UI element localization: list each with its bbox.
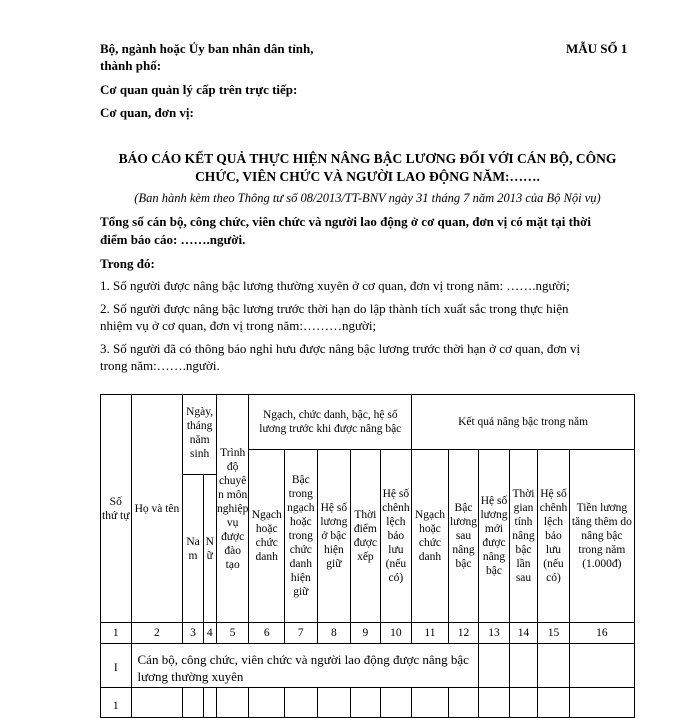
column-number: 3 <box>183 623 203 644</box>
header-result-reserve: Hệ số chênh lệch bảo lưu (nếu có) <box>538 450 570 623</box>
ministry-line-2: thành phố: <box>100 58 162 73</box>
total-staff-line-2: điểm báo cáo: …….người. <box>100 232 246 247</box>
column-number: 13 <box>479 623 510 644</box>
header-group-before: Ngạch, chức danh, bậc, hệ số lương trước khi được nâng bậc <box>249 395 412 450</box>
column-number: 16 <box>569 623 634 644</box>
item-2-line-2: nhiệm vụ ở cơ quan, đơn vị trong năm:………người; <box>100 318 377 333</box>
table-row <box>101 688 635 718</box>
header-group-result: Kết quả nâng bậc trong năm <box>412 395 635 450</box>
supervisor-agency-label: Cơ quan quản lý cấp trên trực tiếp: <box>100 82 298 97</box>
header-education: Trình độ chuyên môn nghiệp vụ được đào tạo <box>216 395 249 623</box>
column-number: 7 <box>285 623 318 644</box>
header-stt: Số thứ tự <box>101 395 132 623</box>
item-1-text: 1. Số người được nâng bậc lương thường xuyên ở cơ quan, đơn vị trong năm: …….người; <box>100 278 570 293</box>
section-label: Cán bộ, công chức, viên chức và người lao động được nâng bậc lương thường xuyên <box>131 644 479 688</box>
ministry-line-1: Bộ, ngành hoặc Ủy ban nhân dân tỉnh, <box>100 41 314 56</box>
column-number: 4 <box>203 623 216 644</box>
header-before-rank: Ngạch hoặc chức danh <box>249 450 285 623</box>
header-result-grade: Bậc lương sau nâng bậc <box>448 450 479 623</box>
column-number: 6 <box>249 623 285 644</box>
form-number: MẪU SỐ 1 <box>566 41 628 56</box>
column-number: 1 <box>101 623 132 644</box>
header-result-next-time: Thời gian tính nâng bậc lần sau <box>509 450 537 623</box>
section-number: I <box>101 644 132 688</box>
report-title-line-1: BÁO CÁO KẾT QUẢ THỰC HIỆN NÂNG BẬC LƯƠNG ĐỐI VỚI CÁN BỘ, CÔNG <box>118 151 617 166</box>
total-staff-line-1: Tổng số cán bộ, công chức, viên chức và người lao động ở cơ quan, đơn vị có mặt tại thời <box>100 214 591 229</box>
header-before-grade: Bậc trong ngạch hoặc trong chức danh hiện giữ <box>285 450 318 623</box>
item-3-line-1: 3. Số người đã có thông báo nghỉ hưu được nâng bậc lương trước thời hạn ở cơ quan, đơn vị <box>100 341 581 356</box>
header-result-salary-increase: Tiền lương tăng thêm do nâng bậc trong năm (1.000đ) <box>569 450 634 623</box>
salary-report-table <box>100 394 635 718</box>
header-result-coefficient: Hệ số lương mới được nâng bậc <box>479 450 510 623</box>
in-which-label: Trong đó: <box>100 256 155 271</box>
header-dob-female: Nữ <box>203 475 216 623</box>
header-dob: Ngày, tháng năm sinh <box>183 395 217 475</box>
column-number: 2 <box>131 623 183 644</box>
unit-label: Cơ quan, đơn vị: <box>100 105 194 120</box>
header-before-coefficient: Hệ số lương ở bậc hiện giữ <box>317 450 351 623</box>
header-before-reserve: Hệ số chênh lệch bảo lưu (nếu có) <box>380 450 412 623</box>
header-before-date: Thời điểm được xếp <box>351 450 380 623</box>
column-number: 15 <box>538 623 570 644</box>
column-number-row <box>101 623 635 644</box>
column-number: 14 <box>509 623 537 644</box>
report-title-line-2: CHỨC, VIÊN CHỨC VÀ NGƯỜI LAO ĐỘNG NĂM:……. <box>195 169 540 184</box>
column-number: 9 <box>351 623 380 644</box>
header-dob-male: Nam <box>183 475 203 623</box>
column-number: 5 <box>216 623 249 644</box>
report-subtitle: (Ban hành kèm theo Thông tư số 08/2013/TT-BNV ngày 31 tháng 7 năm 2013 của Bộ Nội vụ) <box>134 191 601 205</box>
row-number: 1 <box>101 688 132 718</box>
column-number: 10 <box>380 623 412 644</box>
column-number: 11 <box>412 623 449 644</box>
item-3-line-2: trong năm:…….người. <box>100 358 220 373</box>
header-result-rank: Ngạch hoặc chức danh <box>412 450 449 623</box>
item-2-line-1: 2. Số người được nâng bậc lương trước thời hạn do lập thành tích xuất sắc trong thực hiện <box>100 301 569 316</box>
column-number: 8 <box>317 623 351 644</box>
header-name: Họ và tên <box>131 395 183 623</box>
section-row <box>101 644 635 688</box>
column-number: 12 <box>448 623 479 644</box>
